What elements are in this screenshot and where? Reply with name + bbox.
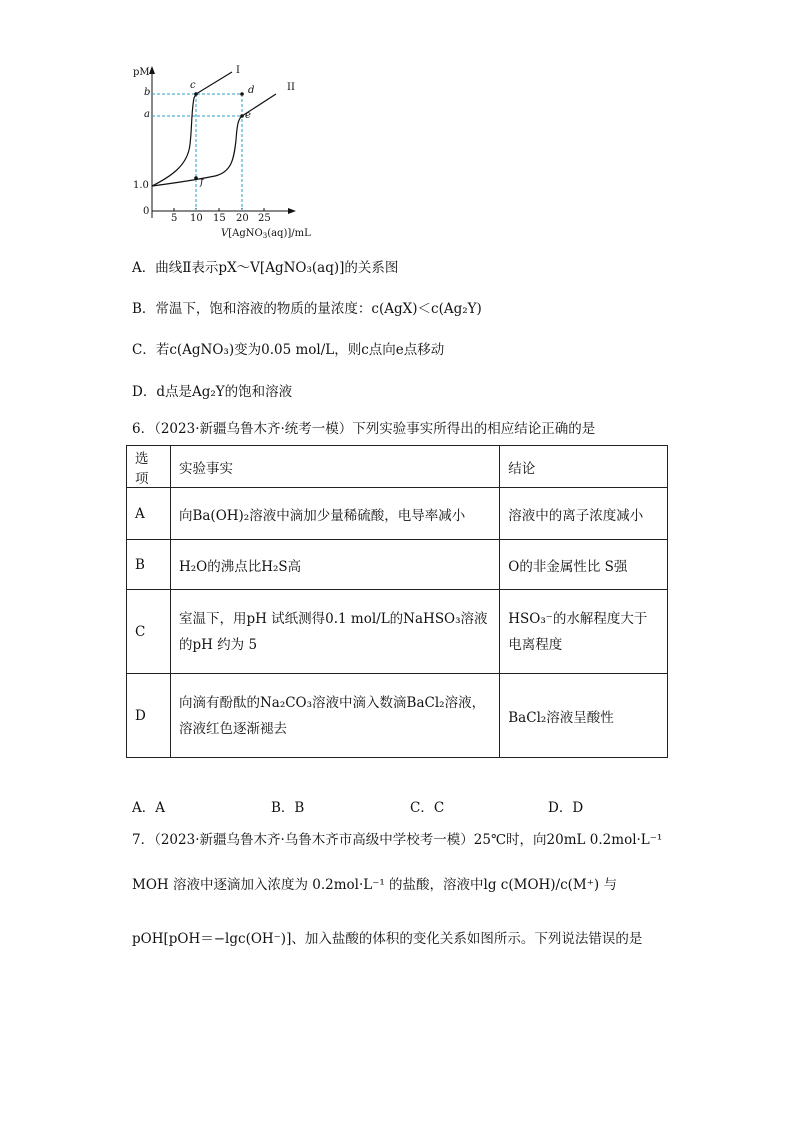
row-conclusion: BaCl₂溶液呈酸性: [500, 674, 668, 758]
point-c-dot: [194, 92, 198, 96]
table-row: [127, 590, 668, 674]
q6-choice-b: B．B: [271, 800, 305, 816]
row-option: A: [127, 488, 171, 540]
point-f-label: f: [200, 177, 204, 188]
point-c-label: c: [190, 80, 196, 91]
row-option: C: [127, 590, 171, 674]
q7-stem-line3: pOH[pOH＝−lgc(OH⁻)]、加入盐酸的体积的变化关系如图所示。下列说法错误的是: [132, 931, 643, 947]
q6-choice-c: C．C: [410, 800, 445, 816]
curve-2: [152, 94, 276, 186]
x-tick-label: 20: [236, 213, 249, 224]
curve-1-label: I: [236, 65, 240, 76]
q6-choice-d: D．D: [548, 800, 584, 816]
row-fact: 向滴有酚酞的Na₂CO₃溶液中滴入数滴BaCl₂溶液，溶液红色逐渐褪去: [170, 674, 499, 758]
x-axis-label: V[AgNO$_3$(aq)]/mL: [221, 228, 311, 240]
q5-option-d: D．d点是Ag₂Y的饱和溶液: [132, 384, 293, 400]
q5-option-c: C．若c(AgNO₃)变为0.05 mol/L，则c点向e点移动: [132, 342, 445, 358]
curve-2-label: II: [287, 82, 295, 93]
q5-option-a: A．曲线Ⅱ表示pX～V[AgNO₃(aq)]的关系图: [132, 260, 399, 276]
row-fact: 向Ba(OH)₂溶液中滴加少量稀硫酸，电导率减小: [170, 488, 499, 540]
guide-lines: [152, 94, 242, 211]
y-tick-a: a: [144, 109, 150, 120]
point-e-label: e: [245, 110, 251, 121]
row-conclusion: O的非金属性比 S强: [500, 540, 668, 590]
point-e-dot: [240, 114, 244, 118]
q6-table: [126, 445, 668, 758]
y-tick-b: b: [144, 87, 151, 98]
y-tick-1: 1.0: [133, 180, 149, 191]
table-header-row: [127, 446, 668, 488]
q6-choice-a: A．A: [132, 800, 165, 816]
origin-label: 0: [143, 206, 150, 217]
table-row: [127, 674, 668, 758]
header-option: 选项: [127, 446, 171, 488]
row-conclusion: HSO₃⁻的水解程度大于电离程度: [500, 590, 668, 674]
q6-stem: 6．（2023·新疆乌鲁木齐·统考一模）下列实验事实所得出的相应结论正确的是: [132, 421, 596, 437]
x-tick-label: 10: [190, 213, 203, 224]
y-axis-arrow: [149, 66, 155, 74]
q5-option-b: B．常温下，饱和溶液的物质的量浓度：c(AgX)＜c(Ag₂Y): [132, 301, 482, 317]
point-f-dot: [194, 176, 198, 180]
row-fact: H₂O的沸点比H₂S高: [170, 540, 499, 590]
x-tick-label: 15: [213, 213, 226, 224]
row-option: D: [127, 674, 171, 758]
header-fact: 实验事实: [170, 446, 499, 488]
point-d-label: d: [248, 85, 255, 96]
header-conclusion: 结论: [500, 446, 668, 488]
table-row: [127, 540, 668, 590]
q7-stem-line2: MOH 溶液中逐滴加入浓度为 0.2mol·L⁻¹ 的盐酸，溶液中lg c(MOH)/c(M⁺) 与: [132, 877, 617, 893]
table-row: [127, 488, 668, 540]
row-conclusion: 溶液中的离子浓度减小: [500, 488, 668, 540]
point-d-dot: [240, 92, 244, 96]
q7-stem-line1: 7．（2023·新疆乌鲁木齐·乌鲁木齐市高级中学校考一模）25℃时，向20mL 0.2mol·L⁻¹: [132, 832, 663, 848]
titration-chart: [0, 0, 794, 260]
x-axis-arrow: [288, 208, 296, 214]
x-tick-label: 5: [171, 213, 178, 224]
row-option: B: [127, 540, 171, 590]
y-axis-label: pM: [133, 67, 150, 78]
x-tick-label: 25: [258, 213, 271, 224]
row-fact: 室温下，用pH 试纸测得0.1 mol/L的NaHSO₃溶液的pH 约为 5: [170, 590, 499, 674]
